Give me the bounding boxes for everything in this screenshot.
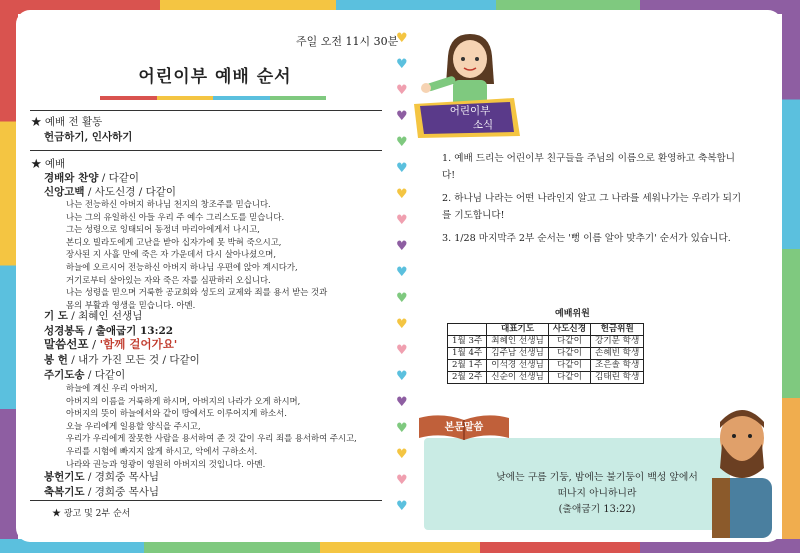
heart-icon: ♥ bbox=[396, 447, 408, 462]
verse-line: 낮에는 구름 기둥, 밤에는 불기둥이 백성 앞에서 bbox=[496, 472, 698, 483]
heart-icon: ♥ bbox=[396, 473, 408, 488]
table-cell: 손혜빈 학생 bbox=[591, 348, 644, 360]
table-header: 사도신경 bbox=[548, 324, 590, 336]
heart-icon: ♥ bbox=[396, 317, 408, 332]
news-label: 어린이부 소식 bbox=[449, 105, 494, 131]
table-row bbox=[448, 336, 644, 348]
sermon-title: '함께 걸어가요' bbox=[99, 337, 178, 351]
heart-icon: ♥ bbox=[396, 83, 408, 98]
creed-line: 장사된 지 사흘 만에 죽은 자 가운데서 다시 살아나셨으며, bbox=[66, 249, 277, 260]
creed-line: 그는 성령으로 잉태되어 동정녀 마리아에게서 나시고, bbox=[66, 224, 260, 235]
service-time: 주일 오전 11시 30분 bbox=[296, 35, 399, 48]
table-header: 대표기도 bbox=[487, 324, 549, 336]
table-header bbox=[448, 324, 487, 336]
order-sermon: 말씀선포 / '함께 걸어가요' bbox=[44, 337, 178, 351]
creed-line: 몸의 부활과 영생을 믿습니다. 아멘. bbox=[66, 299, 196, 310]
news-list bbox=[442, 150, 742, 253]
verse-label: 본문말씀 bbox=[444, 422, 484, 433]
table-cell: 1월 3주 bbox=[448, 336, 487, 348]
table-header: 헌금위원 bbox=[591, 324, 644, 336]
table-cell: 1월 4주 bbox=[448, 348, 487, 360]
table-cell: 이석경 선생님 bbox=[487, 360, 549, 372]
divider bbox=[30, 500, 382, 501]
heart-icon: ♥ bbox=[396, 213, 408, 228]
lords-prayer-text bbox=[66, 382, 396, 470]
table-row bbox=[448, 348, 644, 360]
table-cell: 다같이 bbox=[548, 348, 590, 360]
table-cell: 강기문 학생 bbox=[591, 336, 644, 348]
table-cell: 김태린 학생 bbox=[591, 372, 644, 384]
heart-icon: ♥ bbox=[396, 109, 408, 124]
heart-icon: ♥ bbox=[396, 187, 408, 202]
heart-icon: ♥ bbox=[396, 395, 408, 410]
order-offering: 봉 헌 / 내가 가진 모든 것 / 다같이 bbox=[44, 354, 200, 366]
pre-worship-item: 헌금하기, 인사하기 bbox=[44, 131, 133, 143]
prayer-line: 나라와 권능과 영광이 영원히 아버지의 것입니다. 아멘. bbox=[66, 458, 266, 469]
prayer-line: 오늘 우리에게 일용할 양식을 주시고, bbox=[66, 420, 201, 431]
order-praise: 경배와 찬양 / 다같이 bbox=[44, 172, 140, 184]
table-cell: 최혜인 선생님 bbox=[487, 336, 549, 348]
order-offering-prayer: 봉헌기도 / 경희중 목사님 bbox=[44, 471, 159, 483]
prayer-line: 우리를 시험에 빠지지 않게 하시고, 악에서 구하소서. bbox=[66, 445, 258, 456]
creed-line: 거기로부터 살아있는 자와 죽은 자를 심판하러 오십니다. bbox=[66, 274, 271, 285]
heart-icon: ♥ bbox=[396, 57, 408, 72]
prayer-line: 우리가 우리에게 잘못한 사람을 용서하여 준 것 같이 우리 죄를 용서하여 주시고, bbox=[66, 433, 357, 444]
pre-worship-heading: ★ 예배 전 활동 bbox=[31, 116, 103, 128]
creed-line: 나는 그의 유일하신 아들 우리 주 예수 그리스도를 믿습니다. bbox=[66, 211, 285, 222]
heart-icon: ♥ bbox=[396, 135, 408, 150]
heart-icon: ♥ bbox=[396, 31, 408, 46]
verse-text bbox=[462, 470, 732, 518]
title-underline bbox=[100, 96, 326, 100]
table-header-row bbox=[448, 324, 644, 336]
heart-icon: ♥ bbox=[396, 265, 408, 280]
committee-title: 예배위원 bbox=[555, 309, 590, 319]
divider bbox=[30, 110, 382, 111]
page-title: 어린이부 예배 순서 bbox=[138, 67, 292, 87]
creed-line: 하늘에 오르시어 전능하신 아버지 하나님 우편에 앉아 계시다가, bbox=[66, 261, 298, 272]
heart-icon: ♥ bbox=[396, 421, 408, 436]
footer-note: ★ 광고 및 2부 순서 bbox=[52, 509, 131, 519]
heart-icon: ♥ bbox=[396, 369, 408, 384]
table-cell: 2월 1주 bbox=[448, 360, 487, 372]
verse-line: 떠나지 아니하니라 bbox=[557, 488, 637, 499]
creed-line: 나는 전능하신 아버지 하나님 천지의 창조주를 믿습니다. bbox=[66, 199, 271, 209]
heart-icon: ♥ bbox=[396, 499, 408, 514]
table-cell: 다같이 bbox=[548, 336, 590, 348]
heart-icon: ♥ bbox=[396, 161, 408, 176]
moses-illustration bbox=[700, 408, 784, 538]
table-row bbox=[448, 372, 644, 384]
worship-heading: ★ 예배 bbox=[31, 158, 66, 170]
heart-icon: ♥ bbox=[396, 291, 408, 306]
creed-line: 본디오 빌라도에게 고난을 받아 십자가에 못 박혀 죽으시고, bbox=[66, 236, 282, 247]
prayer-line: 아버지의 이름을 거룩하게 하시며, 아버지의 나라가 오게 하시며, bbox=[66, 395, 301, 406]
table-cell: 김주남 선생님 bbox=[487, 348, 549, 360]
prayer-line: 하늘에 계신 우리 아버지, bbox=[66, 383, 158, 393]
prayer-line: 아버지의 뜻이 하늘에서와 같이 땅에서도 이루어지게 하소서. bbox=[66, 408, 287, 419]
table-cell: 다같이 bbox=[548, 372, 590, 384]
table-cell: 2월 2주 bbox=[448, 372, 487, 384]
news-item: 1. 예배 드리는 어린이부 친구들을 주님의 이름으로 환영하고 축복합니다! bbox=[442, 153, 736, 181]
table-cell: 신순이 선생님 bbox=[487, 372, 549, 384]
order-confession: 신앙고백 / 사도신경 / 다같이 bbox=[44, 186, 177, 198]
heart-icon: ♥ bbox=[396, 239, 408, 254]
heart-icon: ♥ bbox=[396, 343, 408, 358]
news-item: 2. 하나님 나라는 어떤 나라인지 알고 그 나라를 세워나가는 우리가 되기를 기도합니다! bbox=[442, 193, 742, 221]
order-benediction: 축복기도 / 경희중 목사님 bbox=[44, 486, 159, 498]
table-cell: 조은솔 학생 bbox=[591, 360, 644, 372]
order-prayer: 기 도 / 최혜인 선생님 bbox=[44, 310, 143, 322]
right-border-stripe bbox=[782, 0, 800, 553]
news-item: 3. 1/28 마지막주 2부 순서는 '뻥 이름 알아 맞추기' 순서가 있습니다. bbox=[442, 233, 731, 244]
apostles-creed bbox=[66, 198, 386, 311]
divider bbox=[30, 150, 382, 151]
creed-line: 나는 성령을 믿으며 거룩한 공교회와 성도의 교제와 죄를 용서 받는 것과 bbox=[66, 287, 328, 298]
order-reading: 성경봉독 / 출애굽기 13:22 bbox=[44, 325, 174, 337]
order-lords-prayer: 주기도송 / 다같이 bbox=[44, 369, 126, 381]
verse-reference: (출애굽기 13:22) bbox=[558, 504, 636, 515]
committee-table bbox=[447, 323, 644, 384]
table-row bbox=[448, 360, 644, 372]
table-cell: 다같이 bbox=[548, 360, 590, 372]
